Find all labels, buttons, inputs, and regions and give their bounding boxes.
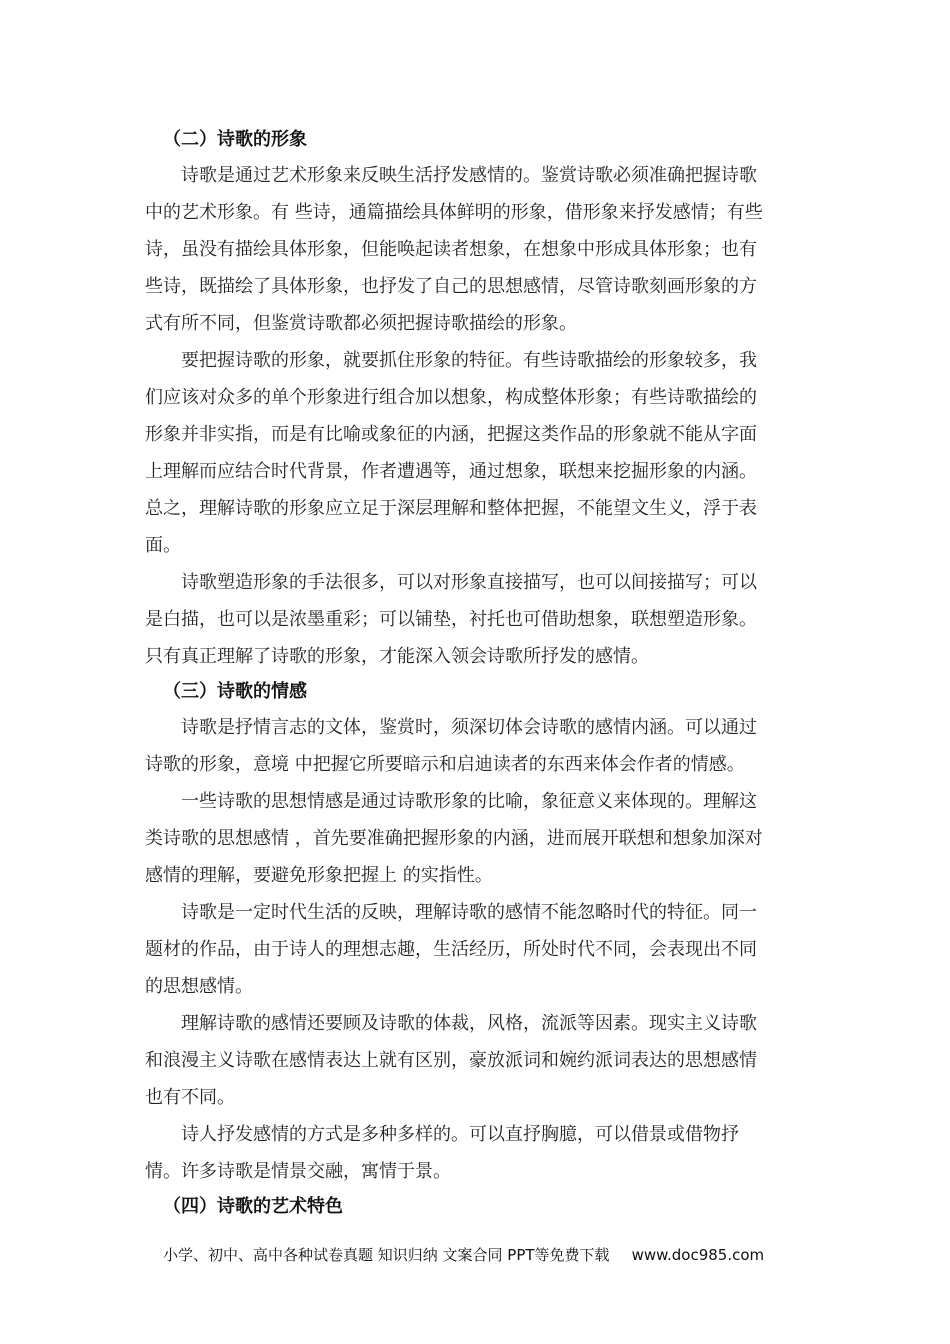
paragraph <box>145 709 810 783</box>
text-line: 的思想感情。 <box>145 976 253 997</box>
paragraph <box>145 1005 810 1116</box>
paragraph <box>145 342 810 564</box>
text-line: 诗歌的形象，意境 中把握它所要暗示和启迪读者的东西来体会作者的情感。 <box>145 754 745 775</box>
paragraph <box>145 157 810 342</box>
text-line: 类诗歌的思想感情 ，首先要准确把握形象的内涵，进而展开联想和想象加深对 <box>145 828 763 849</box>
paragraph <box>145 783 810 894</box>
text-line: 总之，理解诗歌的形象应立足于深层理解和整体把握，不能望文生义，浮于表 <box>145 498 757 519</box>
text-line: 诗歌是通过艺术形象来反映生活抒发感情的。鉴赏诗歌必须准确把握诗歌 <box>145 165 757 186</box>
text-line: 诗歌是抒情言志的文体，鉴赏时，须深切体会诗歌的感情内涵。可以通过 <box>145 717 757 738</box>
section-heading: （三）诗歌的情感 <box>163 681 307 702</box>
paragraph <box>145 564 810 675</box>
text-line: 题材的作品，由于诗人的理想志趣，生活经历，所处时代不同，会表现出不同 <box>145 939 757 960</box>
footer-site-link[interactable]: www.doc985.com <box>631 1246 765 1264</box>
section-heading: （二）诗歌的形象 <box>163 129 307 150</box>
text-line: 诗歌塑造形象的手法很多，可以对形象直接描写，也可以间接描写；可以 <box>145 572 757 593</box>
document-body <box>145 123 810 1224</box>
text-line: 诗人抒发感情的方式是多种多样的。可以直抒胸臆，可以借景或借物抒 <box>145 1124 739 1145</box>
text-line: 和浪漫主义诗歌在感情表达上就有区别，豪放派词和婉约派词表达的思想感情 <box>145 1050 757 1071</box>
text-line: 上理解而应结合时代背景，作者遭遇等，通过想象，联想来挖掘形象的内涵。 <box>145 461 757 482</box>
footer-text: 小学、初中、高中各种试卷真题 知识归纳 文案合同 PPT等免费下载 <box>163 1246 610 1264</box>
text-line: 式有所不同，但鉴赏诗歌都必须把握诗歌描绘的形象。 <box>145 313 577 334</box>
text-line: 些诗，既描绘了具体形象，也抒发了自己的思想感情，尽管诗歌刻画形象的方 <box>145 276 757 297</box>
text-line: 面。 <box>145 535 181 556</box>
text-line: 要把握诗歌的形象，就要抓住形象的特征。有些诗歌描绘的形象较多，我 <box>145 350 757 371</box>
text-line: 情。许多诗歌是情景交融，寓情于景。 <box>145 1161 451 1182</box>
text-line: 也有不同。 <box>145 1087 235 1108</box>
section-heading: （四）诗歌的艺术特色 <box>163 1196 343 1217</box>
text-line: 一些诗歌的思想情感是通过诗歌形象的比喻，象征意义来体现的。理解这 <box>145 791 757 812</box>
paragraph <box>145 1116 810 1190</box>
text-line: 诗歌是一定时代生活的反映，理解诗歌的感情不能忽略时代的特征。同一 <box>145 902 757 923</box>
text-line: 是白描，也可以是浓墨重彩；可以铺垫，衬托也可借助想象，联想塑造形象。 <box>145 609 757 630</box>
text-line: 感情的理解，要避免形象把握上 的实指性。 <box>145 865 493 886</box>
text-line: 们应该对众多的单个形象进行组合加以想象，构成整体形象；有些诗歌描绘的 <box>145 387 757 408</box>
page-footer <box>163 1244 803 1265</box>
text-line: 中的艺术形象。有 些诗，通篇描绘具体鲜明的形象，借形象来抒发感情；有些 <box>145 202 763 223</box>
text-line: 诗，虽没有描绘具体形象，但能唤起读者想象，在想象中形成具体形象；也有 <box>145 239 757 260</box>
text-line: 形象并非实指，而是有比喻或象征的内涵，把握这类作品的形象就不能从字面 <box>145 424 757 445</box>
text-line: 只有真正理解了诗歌的形象，才能深入领会诗歌所抒发的感情。 <box>145 646 649 667</box>
paragraph <box>145 894 810 1005</box>
text-line: 理解诗歌的感情还要顾及诗歌的体裁，风格，流派等因素。现实主义诗歌 <box>145 1013 757 1034</box>
